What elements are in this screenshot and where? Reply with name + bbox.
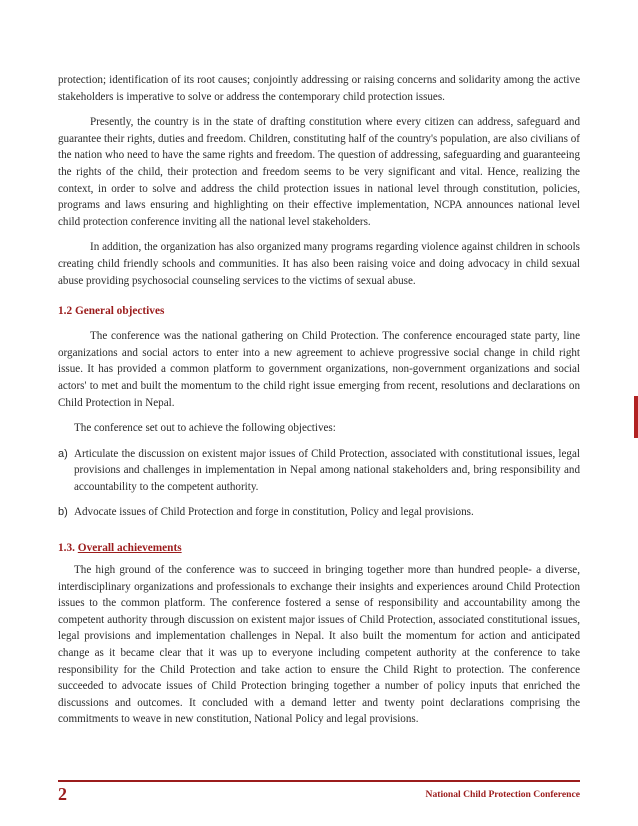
list-item [58, 446, 580, 496]
paragraph-continuation: protection; identification of its root causes; conjointly addressing or raising concerns and solidarity among the active stakeholders is imperative to solve or address the contemporary child protection issues. [58, 74, 580, 103]
paragraph-programs: In addition, the organization has also organized many programs regarding violence against children in schools creating child friendly schools and communities. It has also been raising voice and doing advocacy in child sexual abuse providing psychosocial counseling services to the victims of sexual abuse. [58, 241, 580, 287]
footer-title: National Child Protection Conference [425, 789, 580, 800]
section-number: 1.3. [58, 542, 75, 555]
section-heading-general-objectives [58, 303, 580, 319]
section-title: General objectives [74, 305, 165, 318]
section-number: 1.2 [58, 305, 73, 318]
list-marker: a) [58, 447, 68, 460]
footer-divider [58, 780, 580, 782]
paragraph-general-objectives: The conference was the national gathering on Child Protection. The conference encouraged state party, line organizations and social actors to enter into a new agreement to achieve progressive social change in child right issue. It has provided a common platform to government organizations, non-government organizations and social actors' to met and built the momentum to the child right issue emerging from recent, resolutions and declarations on Child Protection in Nepal. [58, 330, 580, 409]
paragraph-overall-achievements: The high ground of the conference was to succeed in bringing together more than hundred people- a diverse, interdisciplinary organizations and professionals to exchange their insights and experiences around Child Protection issues to the common platform. The conference fostered a sense of responsibility and accountability among the competent authority through discussion on existent major issues of Child Protection, associated constitutional issues, legal provisions and implementation challenges in Nepal. It also built the momentum for action and anticipated change as it became clear that it was up to everyone including competent authority at the conference to take responsibility for the Child Protection and take action to ensure the Child Right to protection. The conference succeeded to advocate issues of Child Protection bringing together a number of policy inputs that enriched the discussions and outcomes. It concluded with a demand letter and twenty point declarations comprising the commitments to weave in new constitution, National Policy and legal provisions. [58, 564, 580, 726]
page-edge-marker [634, 396, 638, 438]
page-number: 2 [58, 784, 67, 804]
section-heading-overall-achievements [58, 540, 580, 556]
paragraph-objectives-intro: The conference set out to achieve the following objectives: [74, 422, 336, 435]
list-marker: b) [58, 506, 68, 519]
list-item-text: Advocate issues of Child Protection and forge in constitution, Policy and legal provisions. [74, 506, 474, 519]
list-item-text: Articulate the discussion on existent major issues of Child Protection, associated with constitutional issues, legal provisions and challenges in implementation in Nepal among national stakeholders and, bring responsibility and accountability to the competent authority. [74, 447, 580, 493]
list-item [58, 504, 580, 521]
section-title: Overall achievements [77, 542, 182, 555]
paragraph-constitution: Presently, the country is in the state of drafting constitution where every citizen can address, safeguard and guarantee their rights, duties and freedom. Children, constituting half of the country's population, are also civilians of the nation who need to have the same rights and freedom. The question of addressing, safeguarding and guaranteeing the rights of the child, their protection and freedom seems to be very significant and vital. Hence, realizing the context, in order to solve and address the child protection issues in national level through constitution, policies, programs and laws ensuring and highlighting on their effective implementation, NCPA announces national level child protection conference inviting all the national level stakeholders. [58, 116, 580, 228]
page-body [58, 72, 580, 728]
